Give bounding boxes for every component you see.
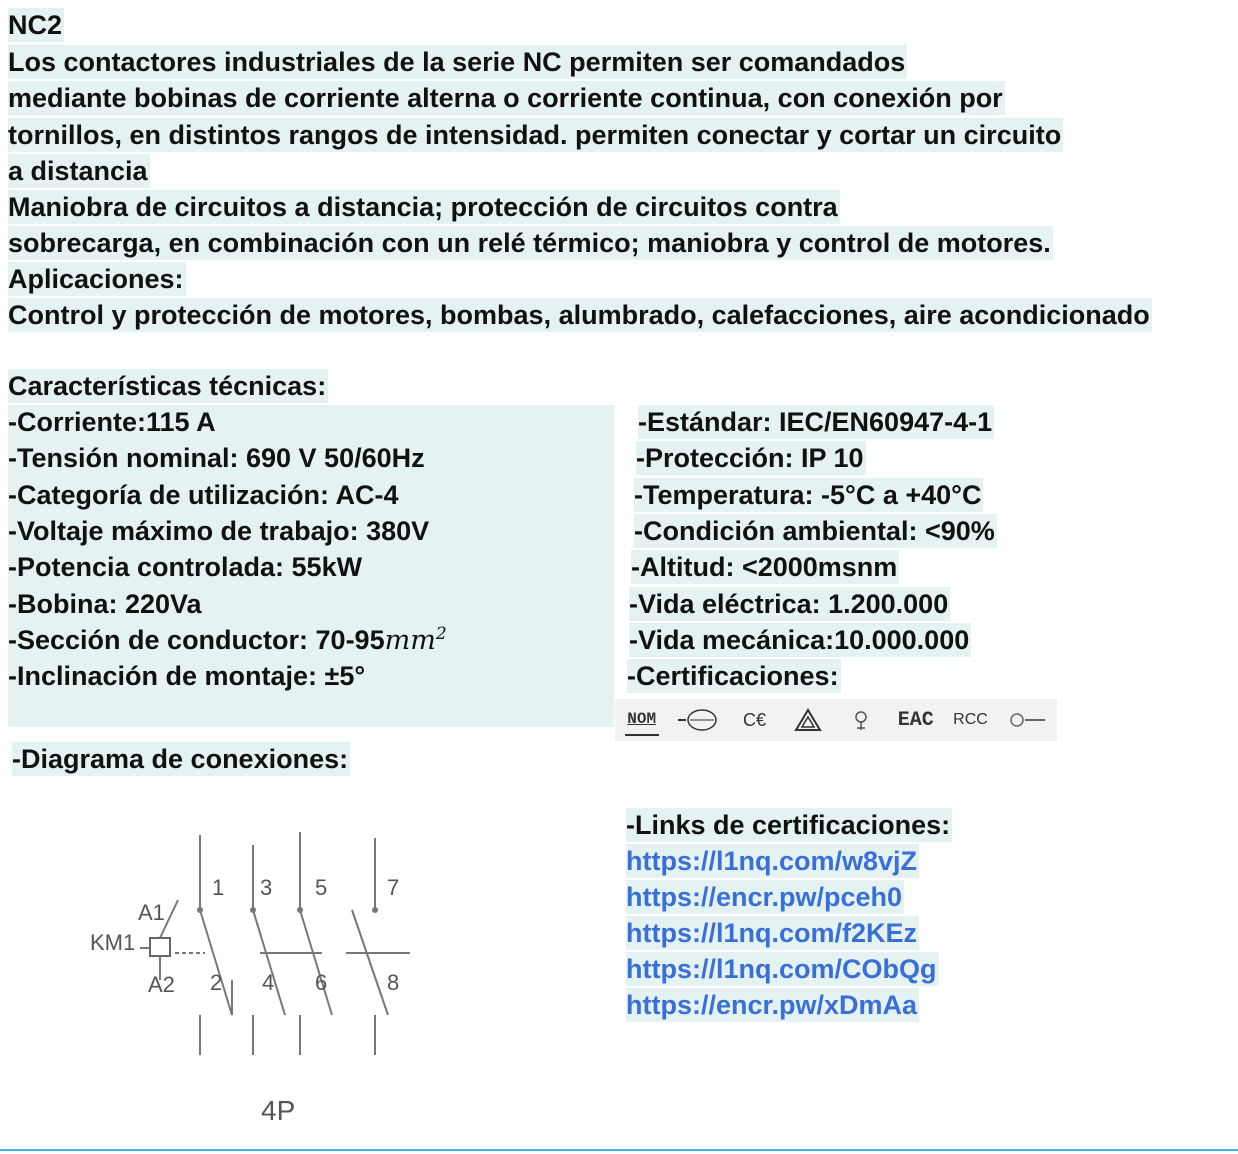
spec-right: -Vida mecánica:10.000.000	[629, 625, 970, 655]
spec-left: -Bobina: 220Va	[8, 589, 202, 619]
eac-logo: EAC	[897, 708, 934, 732]
terminal-8: 8	[387, 970, 400, 995]
terminal-3: 3	[260, 875, 273, 900]
links-heading: -Links de certificaciones:	[626, 810, 951, 840]
intro-line: Los contactores industriales de la serie NC permiten ser comandados	[8, 47, 906, 77]
intro-line: Maniobra de circuitos a distancia; protección de circuitos contra	[8, 192, 838, 222]
certification-link[interactable]: https://l1nq.com/CObQg	[626, 954, 937, 984]
certification-link[interactable]: https://encr.pw/xDmAa	[626, 990, 918, 1020]
spec-right: -Condición ambiental: <90%	[634, 516, 995, 546]
certification-link[interactable]: https://encr.pw/pceh0	[626, 882, 903, 912]
mark-logo	[1007, 705, 1047, 735]
spec-right: -Vida eléctrica: 1.200.000	[629, 589, 949, 619]
applications-text: Control y protección de motores, bombas, alumbrado, calefacciones, aire acondicionado	[8, 300, 1150, 330]
spec-left: -Tensión nominal: 690 V 50/60Hz	[8, 443, 425, 473]
spec-left: -Categoría de utilización: AC-4	[8, 480, 399, 510]
specs-heading: Características técnicas:	[8, 371, 327, 401]
terminal-6: 6	[315, 970, 328, 995]
connection-diagram	[60, 820, 460, 1140]
diagram-heading: -Diagrama de conexiones:	[12, 744, 349, 774]
spec-right: -Certificaciones:	[627, 661, 839, 691]
applications-heading: Aplicaciones:	[8, 264, 184, 294]
label-a1: A1	[138, 900, 165, 925]
certification-link[interactable]: https://l1nq.com/f2KEz	[626, 918, 918, 948]
triangle-mark-logo	[791, 705, 825, 735]
certification-link[interactable]: https://l1nq.com/w8vjZ	[626, 846, 918, 876]
intro-line: a distancia	[8, 156, 148, 186]
lamp-mark-logo	[844, 705, 878, 735]
spec-right: -Estándar: IEC/EN60947-4-1	[638, 407, 993, 437]
label-km1: KM1	[90, 930, 136, 955]
diagram-caption: 4P	[261, 1095, 296, 1126]
spec-left: -Potencia controlada: 55kW	[8, 552, 363, 582]
intro-line: mediante bobinas de corriente alterna o corriente continua, con conexión por	[8, 83, 1003, 113]
label-a2: A2	[148, 972, 175, 997]
spec-right: -Altitud: <2000msnm	[631, 552, 898, 582]
intro-line: tornillos, en distintos rangos de intensidad. permiten conectar y cortar un circuito	[8, 120, 1062, 150]
bottom-divider	[0, 1149, 1238, 1151]
terminal-7: 7	[387, 875, 400, 900]
spec-left: -Inclinación de montaje: ±5°	[8, 661, 366, 691]
spec-left: -Sección de conductor: $70-95mm^2$	[8, 624, 447, 656]
ance-logo	[678, 705, 718, 735]
terminal-1: 1	[212, 875, 225, 900]
spec-right: -Temperatura: -5°C a +40°C	[634, 480, 982, 510]
certification-logos	[615, 699, 1057, 741]
spec-left: -Voltaje máximo de trabajo: 380V	[8, 516, 430, 546]
ce-logo: C€	[743, 709, 767, 730]
spec-right: -Protección: IP 10	[636, 443, 864, 473]
terminal-4: 4	[262, 970, 275, 995]
nom-logo: NOM	[625, 704, 659, 736]
section-exponent: 2	[435, 624, 447, 644]
section-unit: mm	[384, 625, 436, 656]
terminal-2: 2	[210, 970, 223, 995]
terminal-5: 5	[315, 875, 328, 900]
spec-left: -Corriente:115 A	[8, 407, 216, 437]
intro-line: sobrecarga, en combinación con un relé térmico; maniobra y control de motores.	[8, 228, 1051, 258]
page-title: NC2	[8, 10, 63, 40]
rcc-logo: RCC	[953, 711, 988, 728]
